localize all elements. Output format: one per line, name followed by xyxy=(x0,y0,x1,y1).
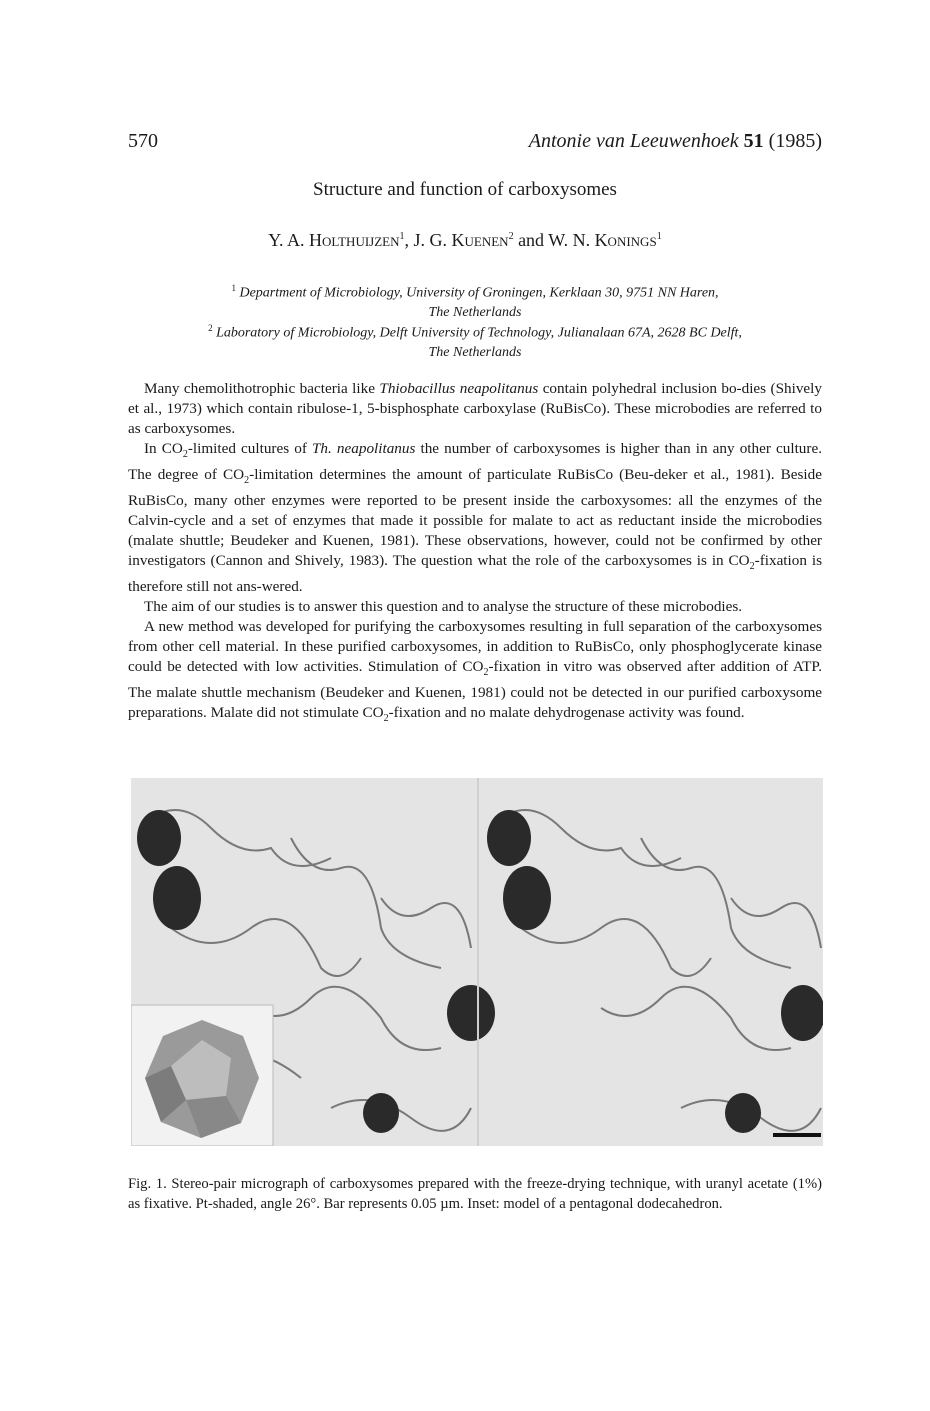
text-run: -fixation and no malate dehydrogenase activity was found. xyxy=(388,704,745,722)
author-separator: , J. G. xyxy=(404,230,452,250)
subscript: 2 xyxy=(483,667,489,679)
author-name: Konings xyxy=(594,230,657,250)
article-title: Structure and function of carboxysomes xyxy=(313,179,617,200)
author-name: Kuenen xyxy=(451,230,509,250)
author-affil-sup: 2 xyxy=(508,231,514,242)
text-run: -fixation in vitro was observed after addition of ATP. The malate shuttle mechanism (Beudeker and Kuenen, 1981) could not be detected in our purified carboxysome preparations. Malate did not stimulate CO xyxy=(128,658,822,722)
affiliation-sup: 1 xyxy=(231,283,236,293)
dodecahedron-inset xyxy=(131,1005,273,1146)
subscript: 2 xyxy=(383,713,389,725)
affiliation-sup: 2 xyxy=(208,323,213,333)
text-run: -limitation determines the amount of particulate RuBisCo (Beu-deker et al., 1981). Beside RuBisCo, many other enzymes were reported to be present inside the carboxysomes: all the enzymes of the Calvin-cycle and a set of enzymes that made it possible for malate to act as reductant inside the microbodies (malate shuttle; Beudeker and Kuenen, 1981). These observations, however, could not be confirmed by other investigators (Cannon and Shively, 1983). The question what the role of the carboxysomes is in CO xyxy=(128,466,822,570)
paragraph-3: The aim of our studies is to answer this question and to analyse the structure of these microbodies. xyxy=(144,598,743,616)
text-run: In CO xyxy=(144,440,183,457)
affiliation-text: Department of Microbiology, University of Groningen, Kerklaan 30, 9751 NN Haren, xyxy=(239,285,719,301)
subscript: 2 xyxy=(749,561,755,573)
text-run: contain polyhedral inclusion bo-dies (Shively et al., 1973) which contain ribulose-1, 5-bisphosphate carboxylase (RuBisCo). These microbodies are referred to as carboxysomes. xyxy=(128,380,822,437)
affiliation-text: Laboratory of Microbiology, Delft University of Technology, Julianalaan 67A, 2628 BC Delft, xyxy=(216,325,742,341)
paragraph-2 xyxy=(128,439,822,597)
author-name: Holthuijzen xyxy=(308,230,400,250)
species-name: Th. neapolitanus xyxy=(311,440,416,457)
abstract-body xyxy=(128,379,822,729)
stereo-micrograph xyxy=(131,778,823,1146)
journal-year: (1985) xyxy=(768,130,822,152)
paragraph-1 xyxy=(128,379,822,439)
affiliation-country: The Netherlands xyxy=(428,304,522,320)
subscript: 2 xyxy=(182,449,188,461)
author-affil-sup: 1 xyxy=(656,231,662,242)
paragraph-4 xyxy=(128,617,822,729)
species-name: Thiobacillus neapolitanus xyxy=(379,380,539,397)
page-number: 570 xyxy=(128,130,158,152)
journal-volume: 51 xyxy=(743,130,764,152)
author-affil-sup: 1 xyxy=(399,231,405,242)
author-separator: and W. N. xyxy=(513,230,595,250)
affiliation-2 xyxy=(128,319,822,362)
figure-caption: Fig. 1. Stereo-pair micrograph of carboxysomes prepared with the freeze-drying technique, with uranyl acetate (1%) as fixative. Pt-shaded, angle 26°. Bar represents 0.05 µm. Inset: model of a pentagonal dodecahedron. xyxy=(128,1176,822,1212)
author-initials: Y. A. xyxy=(268,230,309,250)
text-run: A new method was developed for purifying the carboxysomes resulting in full separation of the carboxysomes from other cell material. In these purified carboxysomes, in addition to RuBisCo, only phosphoglycerate kinase could be detected with low activities. Stimulation of CO xyxy=(128,618,822,676)
journal-name: Antonie van Leeuwenhoek xyxy=(528,130,739,152)
journal-header xyxy=(529,130,822,153)
text-run: Many chemolithotrophic bacteria like xyxy=(144,380,380,397)
author-line xyxy=(0,230,930,251)
text-run: -fixation is therefore still not ans-wered. xyxy=(128,552,822,596)
scale-bar xyxy=(773,1133,821,1137)
text-run: -limited cultures of xyxy=(187,440,312,457)
affiliation-1 xyxy=(128,279,822,322)
subscript: 2 xyxy=(244,475,250,487)
affiliation-country: The Netherlands xyxy=(428,344,522,360)
text-run: the number of carboxysomes is higher than in any other culture. The degree of CO xyxy=(128,440,822,484)
